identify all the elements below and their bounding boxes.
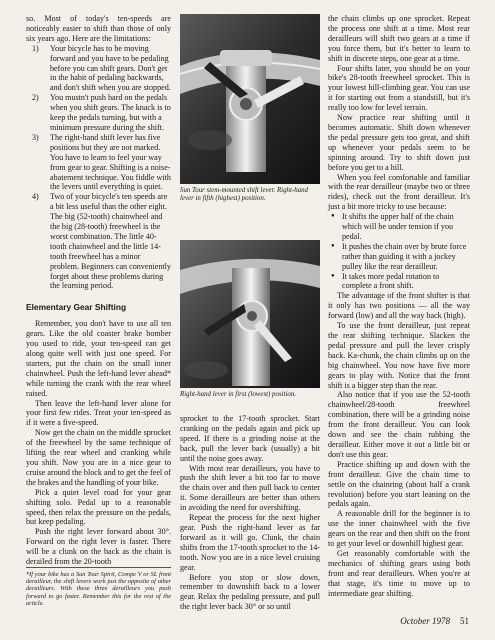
body-paragraph: the chain climbs up one sprocket. Repeat the process one shift at a time. Most rear derailleurs will shift two gears at a time if you force them, but it's better to learn to shift in discrete steps, one gear at a time.	[328, 14, 470, 63]
body-paragraph: Also notice that if you use the 52-tooth chainwheel/28-tooth freewheel combination, there will be a grinding noise from the front derailleur. You can look down and see the chain rubbing the derailleur. Either move it out a little bit or don't use this gear.	[328, 390, 470, 459]
body-paragraph: Now get the chain on the middle sprocket of the freewheel by the same technique of lifting the rear wheel and cranking while you shift. Now you are in a nice gear to cruise around the block and to get the feel of the brakes and the handling of your bike.	[26, 428, 171, 487]
list-item: ● It pushes the chain over by brute force rather than guiding it with a jockey pulley like the rear derailleur.	[328, 242, 470, 272]
body-paragraph: Then leave the left-hand lever alone for your first few rides. Treat your ten-speed as if it were a five-speed.	[26, 398, 171, 428]
page-footer	[400, 616, 469, 626]
footnote: *If your bike has a Sun Tour Spirit, Compe V or SL front derailleur, the shift levers work just the opposite of other derailleurs. With these three derailleurs you push forward to go faster. Remember this for the rest of the article.	[26, 567, 171, 607]
list-item: 3) The right-hand shift lever has five positions but they are not marked. You have to learn to feel your way from gear to gear. Shifting is a noise-abatement technique. You fiddle with the levers until everything is quiet.	[32, 132, 171, 192]
front-derailleur-bullets	[328, 212, 470, 291]
body-paragraph: Remember, you don't have to use all ten gears. Like the old coaster brake bomber you used to ride, your ten-speed can get along quite well with just one speed. For starters, put the chain on the small inner chainwheel. Push the left-hand lever ahead* while turning the crank with the rear wheel raised.	[26, 319, 171, 398]
body-paragraph: Pick a quiet level road for your gear shifting solo. Pedal up to a reasonable speed, then relax the pressure on the pedals, but keep pedaling.	[26, 487, 171, 527]
body-paragraph: Practice shifting up and down with the front derailleur. Give the chain time to settle on the chainring (about half a crank revolution) before you start leaning on the pedals again.	[328, 459, 470, 509]
body-paragraph: Push the right lever forward about 30°. Forward on the right lever is faster. There will be a clunk on the back as the chain is derailed from the 20-tooth	[26, 527, 171, 567]
body-paragraph: A reasonable drill for the beginner is to use the inner chainwheel with the five gears on the rear and then shift on the front to get your level or downhill highest gear.	[328, 509, 470, 549]
column-right	[328, 14, 470, 598]
body-paragraph: Four shifts later, you should be on your bike's 28-tooth freewheel sprocket. This is your lowest hill-climbing gear. You can use it for starting out from a standstill, but it's really too low for level terrain.	[328, 63, 470, 113]
list-item: 4) Two of your bicycle's ten speeds are a bit less useful than the other eight. The big (52-tooth) chainwheel and the big (28-tooth) freewheel is the worst combination. The little 40-tooth chainwheel and the little 14-tooth freewheel has a minor problem. Beginners can conveniently forget about these problems during the learning period.	[32, 192, 171, 291]
list-item: ● It shifts the upper half of the chain which will be under tension if you pedal.	[328, 212, 470, 242]
issue-date: October 1978	[400, 616, 450, 626]
photo-shift-lever-low	[180, 240, 320, 388]
page-number: 51	[460, 616, 469, 626]
photo-caption: Sun Tour stem-mounted shift lever. Right-hand lever in fifth (highest) position.	[180, 187, 308, 202]
body-paragraph: The advantage of the front shifter is that it only has two positions — all the way forward (low) and all the way back (high).	[328, 291, 470, 321]
section-heading: Elementary Gear Shifting	[26, 302, 127, 313]
body-paragraph: To use the front derailleur, just repeat the rear shifting technique. Slacken the pedal pressure and pull the lever crisply back. Ka-chunk, the chain climbs up on the big chainwheel. You now have five more gears to play with. Notice that the front shift is a bigger step than the rear.	[328, 321, 470, 390]
list-item: 1) Your bicycle has to be moving forward and you have to be pedaling before you can shift gears. Don't get in the habit of pedaling backwards, and don't shift when you are stopped.	[32, 43, 171, 93]
body-paragraph: Before you stop or slow down, remember to downshift back to a lower gear. Relax the pedaling pressure, and pull the right lever back 30° or so until	[180, 572, 320, 612]
body-paragraph: sprocket to the 17-tooth sprocket. Start cranking on the pedals again and pick up speed. If there is a grinding noise at the back, pull the lever back (usually) a bit until the noise goes away.	[180, 414, 320, 463]
column-middle	[180, 414, 320, 612]
photo-caption: Right-hand lever in first (lowest) position.	[180, 391, 296, 398]
list-item: ● It takes more pedal rotation to complete a front shift.	[328, 272, 470, 292]
column-left	[26, 14, 171, 607]
list-item: 2) You mustn't push hard on the pedals when you shift gears. The knack is to keep the pedals turning, but with a minimum pressure during the shift.	[32, 93, 171, 132]
body-paragraph: With most rear derailleurs, you have to push the shift lever a bit too far to move the chain over and then pull back to center it. Some derailleurs are better than others in avoiding the need for overshifting.	[180, 463, 320, 513]
intro-paragraph: so. Most of today's ten-speeds are noticeably easier to shift than those of only six years ago. Here are the limitations:	[26, 14, 171, 43]
photo-shift-lever-high	[180, 14, 320, 184]
body-paragraph: Now practice rear shifting until it becomes automatic. Shift down whenever the pedal pressure gets too great, and shift up whenever your pedals seem to be spinning around. Try to shift down just before you get to a hill.	[328, 113, 470, 172]
body-paragraph: When you feel comfortable and familiar with the rear derailleur (maybe two or three rides), check out the front derailleur. It's just a bit more tricky to use because:	[328, 172, 470, 212]
body-paragraph: Get reasonably comfortable with the mechanics of shifting gears using both front and rear derailleurs. When you're at that stage, it's time to move up to intermediate gear shifting.	[328, 548, 470, 598]
limitations-list	[26, 44, 171, 292]
body-paragraph: Repeat the process for the next higher gear. Push the right-hand lever as far forward as it will go. Clunk, the chain shifts from the 17-tooth sprocket to the 14-tooth. Now you are in a nice level cruising gear.	[180, 513, 320, 572]
